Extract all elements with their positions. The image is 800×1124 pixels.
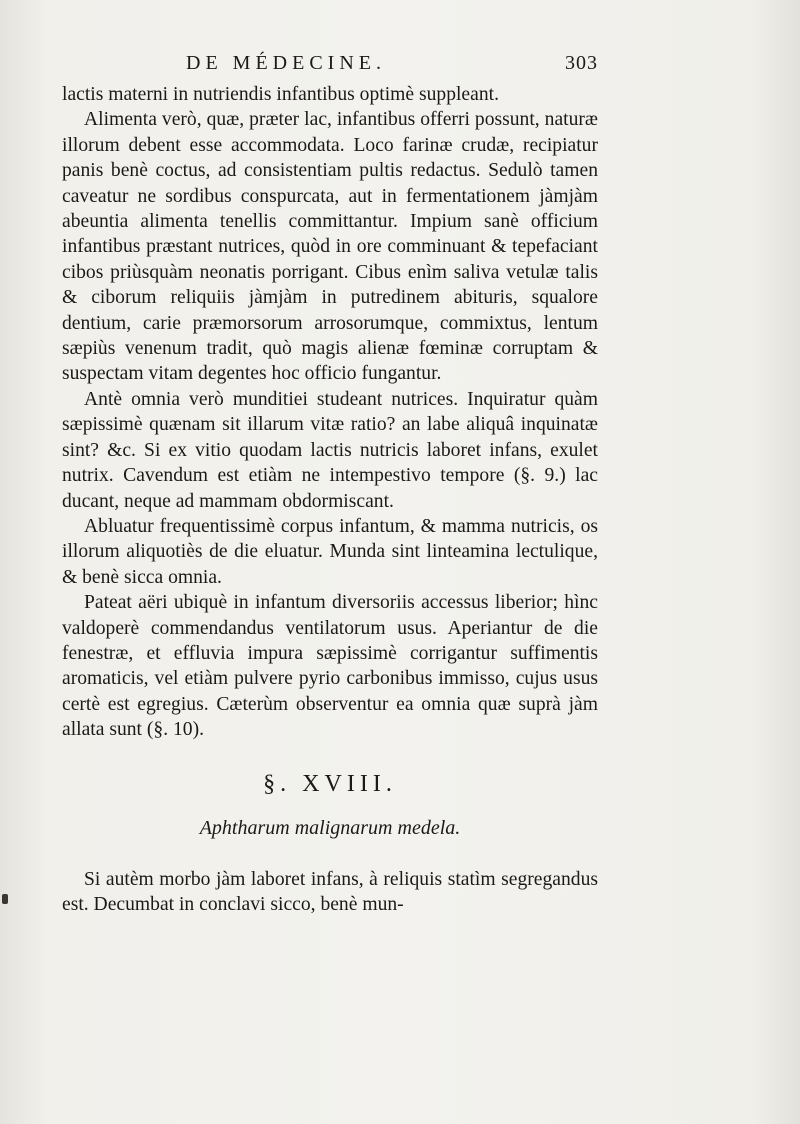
page-number: 303 <box>565 52 598 74</box>
paragraph-pateat: Pateat aëri ubiquè in infantum diversoriis accessus liberior; hìnc valdoperè commendandus ventilatorum usus. Aperiantur de die fenestræ, et effluvia impura sæpissimè corrigantur suffimentis aromaticis, vel etiàm pulvere pyrio carbonibus immisso, cujus usus certè est egregius. Cæterùm observentur ea omnia quæ suprà jàm allata sunt (§. 10). <box>62 592 598 741</box>
paragraph-abluatur: Abluatur frequentissimè corpus infantum, & mamma nutricis, os illorum aliquotiès de die eluatur. Munda sint linteamina lectulique, & benè sicca omnia. <box>62 515 598 588</box>
paragraph-continuation: lactis materni in nutriendis infantibus optimè suppleant. <box>62 84 499 105</box>
section-heading: §. XVIII. <box>263 770 397 797</box>
section-subtitle: Aphtharum malignarum medela. <box>199 816 461 839</box>
paragraph-munditiei: Antè omnia verò munditiei studeant nutrices. Inquiratur quàm sæpissimè quænam sit illarum vitæ ratio? an labe aliquâ inquinatæ sint? &c. Si ex vitio quodam lactis nutricis laboret infans, exulet nutrix. Cavendum est etiàm ne intempestivo tempore (§. 9.) lac ducant, neque ad mammam obdormiscant. <box>62 388 598 512</box>
running-title: DE MÉDECINE. <box>186 52 386 74</box>
margin-ink-mark <box>2 894 8 904</box>
page-header <box>186 52 598 84</box>
paragraph-si-autem: Si autèm morbo jàm laboret infans, à reliquis statìm segregandus est. Decumbat in conclavi sicco, benè mun- <box>62 868 598 915</box>
paragraph-alimenta: Alimenta verò, quæ, præter lac, infantibus offerri possunt, naturæ illorum debent esse accommodata. Loco farinæ crudæ, recipiatur panis benè coctus, ad consistentiam pultis redactus. Sedulò tamen caveatur ne sordibus conspurcata, aut in fermentationem jàmjàm abeuntia alimenta tenellis committantur. Impium sanè officium infantibus præstant nutrices, quòd in ore comminuant & tepefaciant cibos priùsquàm neonatis porrigant. Cibus enìm saliva vetulæ talis & ciborum reliquiis jàmjàm in putredinem abituris, squalore dentium, carie præmorsorum arrosorumque, commixtus, lentum sæpiùs venenum tradit, quò magis alienæ fœminæ corruptam & suspectam vitam degentes hoc officio fungantur. <box>62 109 598 385</box>
main-text <box>62 82 598 917</box>
